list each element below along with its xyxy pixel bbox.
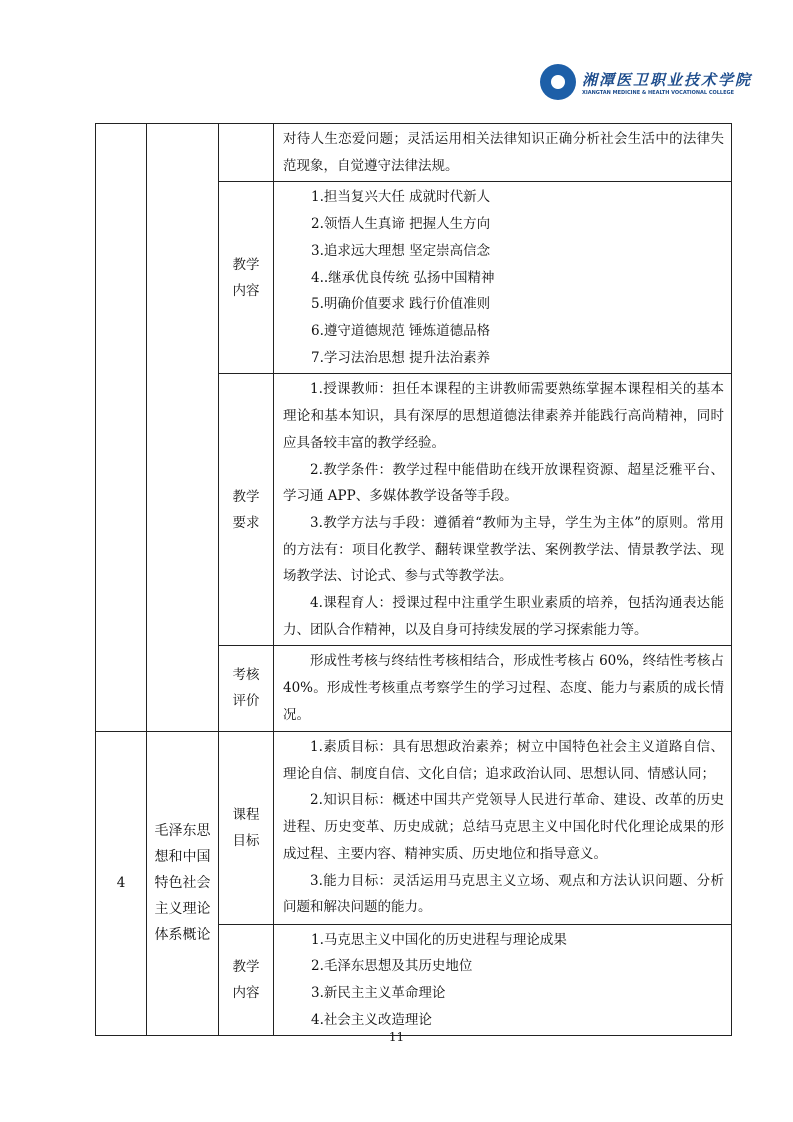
course-name: 毛泽东思想和中国特色社会主义理论体系概论	[147, 731, 219, 1036]
course-num: 4	[96, 731, 147, 1036]
list-item: 4..继承优良传统 弘扬中国精神	[311, 269, 495, 286]
label-teaching-content: 教学内容	[219, 182, 274, 374]
list-item: 3.新民主主义革命理论	[311, 984, 446, 1001]
teaching-requirements	[274, 374, 732, 646]
list-item: 7.学习法治思想 提升法治素养	[311, 349, 491, 366]
course-name-cell	[147, 124, 219, 732]
paragraph: 2.知识目标：概述中国共产党领导人民进行革命、建设、改革的历史进程、历史变革、历史成就；总结马克思主义中国化时代化理论成果的形成过程、主要内容、精神实质、历史地位和指导意义。	[283, 792, 724, 862]
paragraph: 3.能力目标：灵活运用马克思主义立场、观点和方法认识问题、分析问题和解决问题的能力。	[283, 872, 724, 916]
course-goals	[274, 731, 732, 924]
list-item: 1.担当复兴大任 成就时代新人	[311, 189, 491, 206]
list-item: 5.明确价值要求 践行价值准则	[311, 296, 491, 313]
label-teaching-requirements: 教学要求	[219, 374, 274, 646]
continued-text: 对待人生恋爱问题；灵活运用相关法律知识正确分析社会生活中的法律失范现象，自觉遵守法律法规。	[274, 124, 732, 182]
teaching-content-list	[274, 924, 732, 1036]
label-assessment: 考核评价	[219, 646, 274, 731]
paragraph: 3.教学方法与手段：遵循着“教师为主导，学生为主体”的原则。常用的方法有：项目化教学、翻转课堂教学法、案例教学法、情景教学法、现场教学法、讨论式、参与式等教学法。	[283, 514, 724, 585]
paragraph: 1.授课教师：担任本课程的主讲教师需要熟练掌握本课程相关的基本理论和基本知识，具有深厚的思想道德法律素养并能践行高尚精神，同时应具备较丰富的教学经验。	[283, 381, 724, 451]
course-num-cell	[96, 124, 147, 732]
page-number: 11	[388, 1030, 405, 1044]
label-cell	[219, 124, 274, 182]
list-item: 1.马克思主义中国化的历史进程与理论成果	[311, 931, 567, 948]
teaching-content-list	[274, 182, 732, 374]
list-item: 2.领悟人生真谛 把握人生方向	[311, 216, 491, 233]
paragraph: 2.教学条件：教学过程中能借助在线开放课程资源、超星泛雅平台、学习通 APP、多媒体教学设备等手段。	[283, 461, 724, 505]
label-teaching-content: 教学内容	[219, 924, 274, 1036]
list-item: 3.追求远大理想 坚定崇高信念	[311, 242, 491, 259]
logo-en: XIANGTAN MEDICINE & HEALTH VOCATIONAL COLLEGE	[582, 89, 735, 96]
list-item: 2.毛泽东思想及其历史地位	[311, 958, 473, 975]
list-item: 6.遵守道德规范 锤炼道德品格	[311, 322, 491, 339]
college-logo	[540, 64, 752, 100]
label-course-goals: 课程目标	[219, 731, 274, 924]
college-seal-icon	[540, 64, 576, 100]
logo-cn: 湘潭医卫职业技术学院	[582, 70, 753, 89]
assessment-text: 形成性考核与终结性考核相结合，形成性考核占 60%，终结性考核占 40%。形成性考核重点考察学生的学习过程、态度、能力与素质的成长情况。	[274, 646, 732, 731]
paragraph: 1.素质目标：具有思想政治素养；树立中国特色社会主义道路自信、理论自信、制度自信、文化自信；追求政治认同、思想认同、情感认同；	[283, 739, 724, 782]
course-table	[95, 123, 732, 1036]
paragraph: 4.课程育人：授课过程中注重学生职业素质的培养，包括沟通表达能力、团队合作精神，以及自身可持续发展的学习探索能力等。	[283, 595, 724, 638]
list-item: 4.社会主义改造理论	[311, 1011, 432, 1028]
